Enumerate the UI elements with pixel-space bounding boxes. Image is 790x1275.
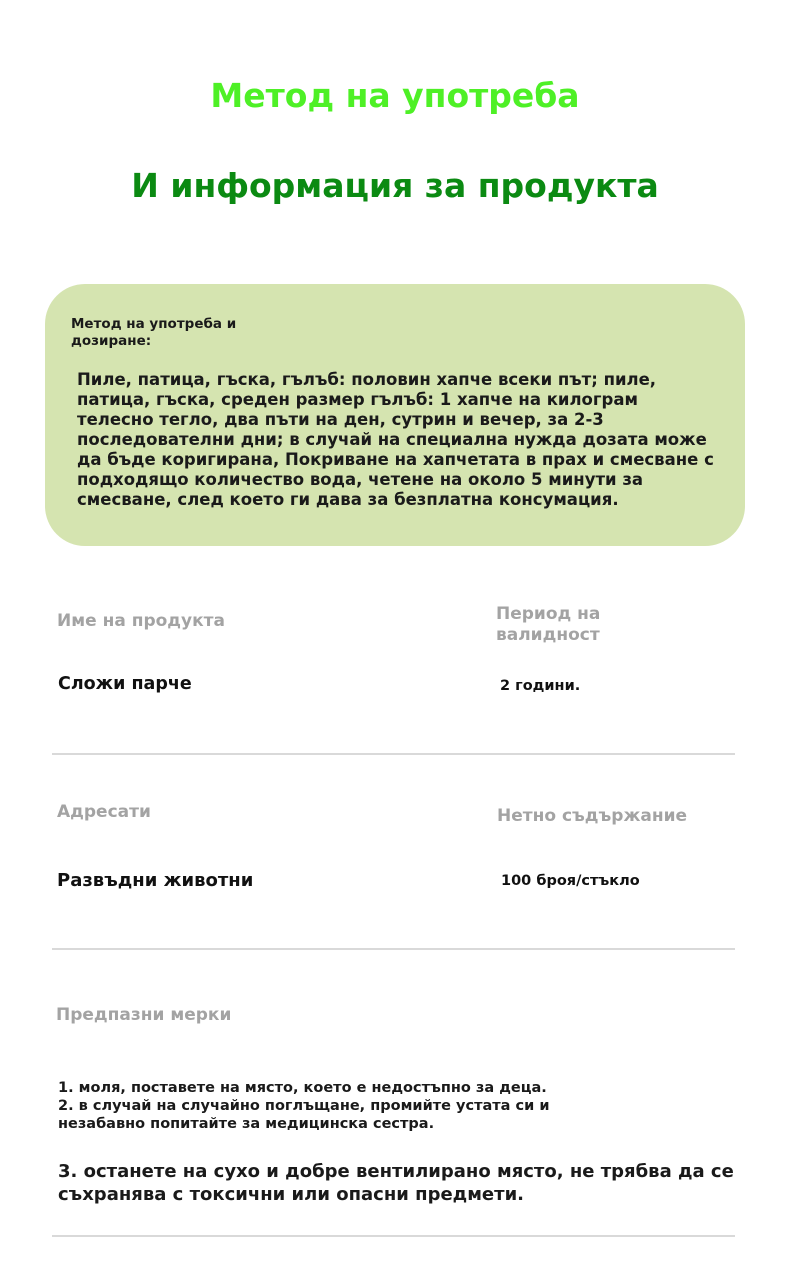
target-value: Развъдни животни <box>57 870 254 891</box>
divider <box>52 1235 735 1237</box>
usage-panel <box>45 284 745 546</box>
target-label: Адресати <box>57 802 151 822</box>
validity-label: Период на валидност <box>496 604 601 645</box>
product-name-value: Сложи парче <box>58 674 192 694</box>
usage-heading: Метод на употреба и дозиране: <box>71 316 237 349</box>
net-content-value: 100 броя/стъкло <box>501 873 640 889</box>
divider <box>52 753 735 755</box>
precaution-item-1: 1. моля, поставете на място, което е недостъпно за деца. <box>58 1080 547 1096</box>
precautions-notes <box>58 1079 618 1133</box>
page-subtitle: И информация за продукта <box>131 166 659 205</box>
precautions-label: Предпазни мерки <box>56 1005 232 1025</box>
page-title: Метод на употреба <box>210 76 580 115</box>
product-name-label: Име на продукта <box>57 611 225 631</box>
divider <box>52 948 735 950</box>
net-content-label: Нетно съдържание <box>497 806 688 826</box>
precaution-item-3: 3. останете на сухо и добре вентилирано място, не трябва да се съхранява с токсични или опасни предмети. <box>58 1161 734 1205</box>
validity-value: 2 години. <box>500 678 581 694</box>
usage-instructions: Пиле, патица, гъска, гълъб: половин хапче всеки път; пиле, патица, гъска, среден размер гълъб: 1 хапче на килограм телесно тегло, два пъти на ден, сутрин и вечер, за 2-3 последователни дни; в случай на специална нужда дозата може да бъде коригирана, Покриване на хапчетата в прах и смесване с подходящо количество вода, четене на около 5 минути за смесване, след което ги дава за безплатна консумация. <box>77 370 714 509</box>
precaution-item-2: 2. в случай на случайно поглъщане, промийте устата си и незабавно попитайте за медицинска сестра. <box>58 1098 550 1132</box>
